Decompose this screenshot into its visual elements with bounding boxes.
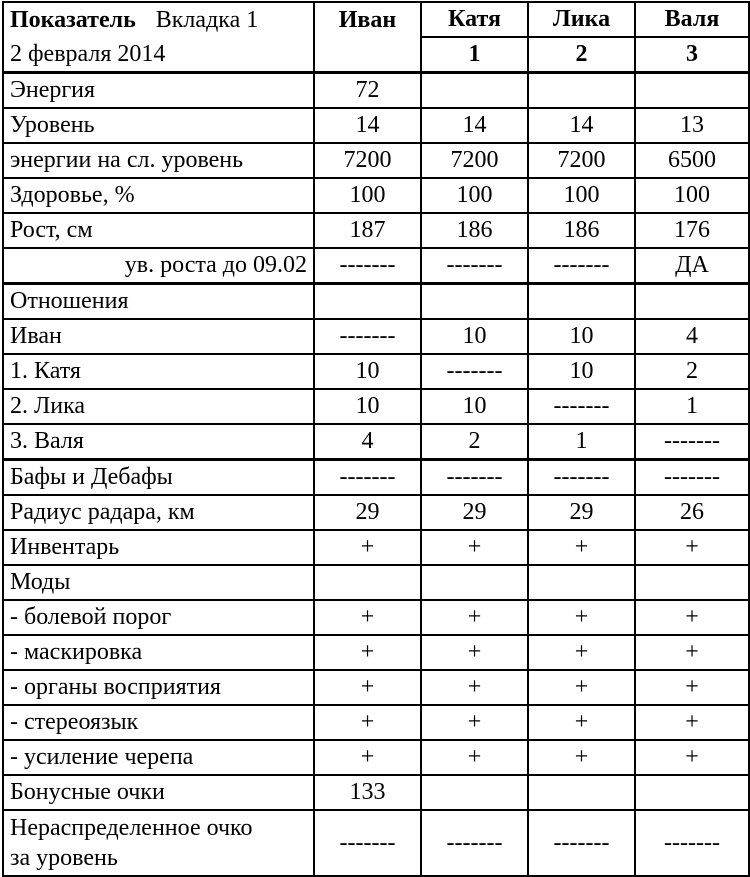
table-row [3,810,749,876]
table-cell: 1 [528,424,635,460]
table-row [3,495,749,530]
table-row [3,424,749,460]
table-cell [528,284,635,320]
table-cell: ------- [421,354,528,389]
table-row [3,178,749,213]
table-cell: ------- [528,810,635,876]
table-cell: 2 [635,354,749,389]
row-label: Инвентарь [3,530,314,565]
table-cell: 100 [635,178,749,213]
table-cell: + [635,705,749,740]
table-cell [314,284,421,320]
table-cell: + [635,600,749,635]
table-cell: ------- [635,460,749,496]
table-cell: ------- [421,810,528,876]
table-cell: 133 [314,775,421,810]
header-date: 2 февраля 2014 [3,37,314,73]
table-cell [421,775,528,810]
table-row [3,389,749,424]
row-label: Энергия [3,73,314,109]
table-cell [635,284,749,320]
row-label: Здоровье, % [3,178,314,213]
header-title-cell [3,2,314,37]
table-cell [528,73,635,109]
table-cell: 10 [314,389,421,424]
table-cell [635,565,749,600]
table-cell: ------- [314,319,421,354]
row-label: Радиус радара, км [3,495,314,530]
row-label-line1: Нераспределенное очко [10,815,253,841]
table-cell: 10 [314,354,421,389]
table-cell: + [421,600,528,635]
table-cell: ------- [528,460,635,496]
table-row [3,740,749,775]
table-cell: 14 [528,108,635,143]
table-cell: + [528,530,635,565]
row-label: Уровень [3,108,314,143]
player-lika-number: 2 [528,37,635,73]
table-cell: 6500 [635,143,749,178]
table-cell: + [314,670,421,705]
row-label: - органы восприятия [3,670,314,705]
row-label: энергии на сл. уровень [3,143,314,178]
table-cell: + [314,530,421,565]
table-cell: 187 [314,213,421,248]
table-row [3,600,749,635]
header-row [3,2,749,37]
table-cell: 26 [635,495,749,530]
table-cell: ------- [635,424,749,460]
table-row [3,775,749,810]
table-cell: 100 [314,178,421,213]
row-label: Моды [3,565,314,600]
table-row [3,705,749,740]
table-cell: 4 [635,319,749,354]
table-cell: 29 [314,495,421,530]
table-cell: 176 [635,213,749,248]
table-cell: + [635,740,749,775]
table-cell: 72 [314,73,421,109]
table-cell: 14 [314,108,421,143]
table-row [3,73,749,109]
table-cell: ------- [421,248,528,284]
table-cell: 10 [421,319,528,354]
row-label: Отношения [3,284,314,320]
row-label: 3. Валя [3,424,314,460]
row-label: - маскировка [3,635,314,670]
header-title: Показатель [10,6,136,33]
table-row [3,635,749,670]
table-cell [635,775,749,810]
table-cell: + [421,740,528,775]
table-row [3,284,749,320]
player-valya-header: Валя [635,2,749,37]
table-cell: 1 [635,389,749,424]
table-cell: + [314,705,421,740]
row-label-line2: за уровень [10,845,118,871]
table-cell [421,565,528,600]
table-cell: 10 [421,389,528,424]
table-cell: ------- [635,810,749,876]
table-cell: ------- [314,810,421,876]
table-cell: + [528,705,635,740]
table-cell: + [421,670,528,705]
header-tab: Вкладка 1 [155,6,259,33]
table-cell: 10 [528,354,635,389]
table-cell: + [528,600,635,635]
table-cell: 186 [421,213,528,248]
table-cell: 29 [528,495,635,530]
table-row [3,213,749,248]
table-cell: + [528,670,635,705]
table-cell: 2 [421,424,528,460]
table-cell: ------- [314,460,421,496]
table-cell: 13 [635,108,749,143]
table-cell: 29 [421,495,528,530]
table-cell: ------- [314,248,421,284]
table-cell [528,565,635,600]
table-cell: 10 [528,319,635,354]
row-label: ув. роста до 09.02 [3,248,314,284]
table-cell: + [314,600,421,635]
table-cell: + [314,635,421,670]
row-label [3,810,314,876]
row-label: Иван [3,319,314,354]
table-cell: 4 [314,424,421,460]
stats-table [2,1,750,877]
row-label: - болевой порог [3,600,314,635]
table-cell [314,565,421,600]
row-label: - усиление черепа [3,740,314,775]
row-label: Бафы и Дебафы [3,460,314,496]
table-cell: + [528,740,635,775]
table-cell: 7200 [528,143,635,178]
player-ivan-header: Иван [314,2,421,73]
table-cell: 186 [528,213,635,248]
table-row [3,143,749,178]
table-cell [635,73,749,109]
table-row [3,108,749,143]
table-cell: 7200 [421,143,528,178]
table-cell: + [528,635,635,670]
table-row [3,354,749,389]
table-row [3,319,749,354]
table-cell: 100 [421,178,528,213]
table-cell: + [314,740,421,775]
player-katya-number: 1 [421,37,528,73]
table-cell: 14 [421,108,528,143]
row-label: - стереоязык [3,705,314,740]
player-lika-header: Лика [528,2,635,37]
table-cell: + [635,635,749,670]
table-cell: + [635,670,749,705]
table-cell: + [635,530,749,565]
table-cell: + [421,705,528,740]
table-cell: + [421,635,528,670]
table-cell: ------- [528,389,635,424]
table-cell: 7200 [314,143,421,178]
table-cell: ДА [635,248,749,284]
row-label: Рост, см [3,213,314,248]
table-cell [421,284,528,320]
table-row [3,460,749,496]
table-row [3,248,749,284]
table-row [3,565,749,600]
row-label: Бонусные очки [3,775,314,810]
table-cell [421,73,528,109]
table-cell: ------- [528,248,635,284]
table-cell [528,775,635,810]
table-row [3,530,749,565]
table-cell: 100 [528,178,635,213]
table-cell: + [421,530,528,565]
table-cell: ------- [421,460,528,496]
table-row [3,670,749,705]
player-katya-header: Катя [421,2,528,37]
row-label: 2. Лика [3,389,314,424]
player-valya-number: 3 [635,37,749,73]
row-label: 1. Катя [3,354,314,389]
